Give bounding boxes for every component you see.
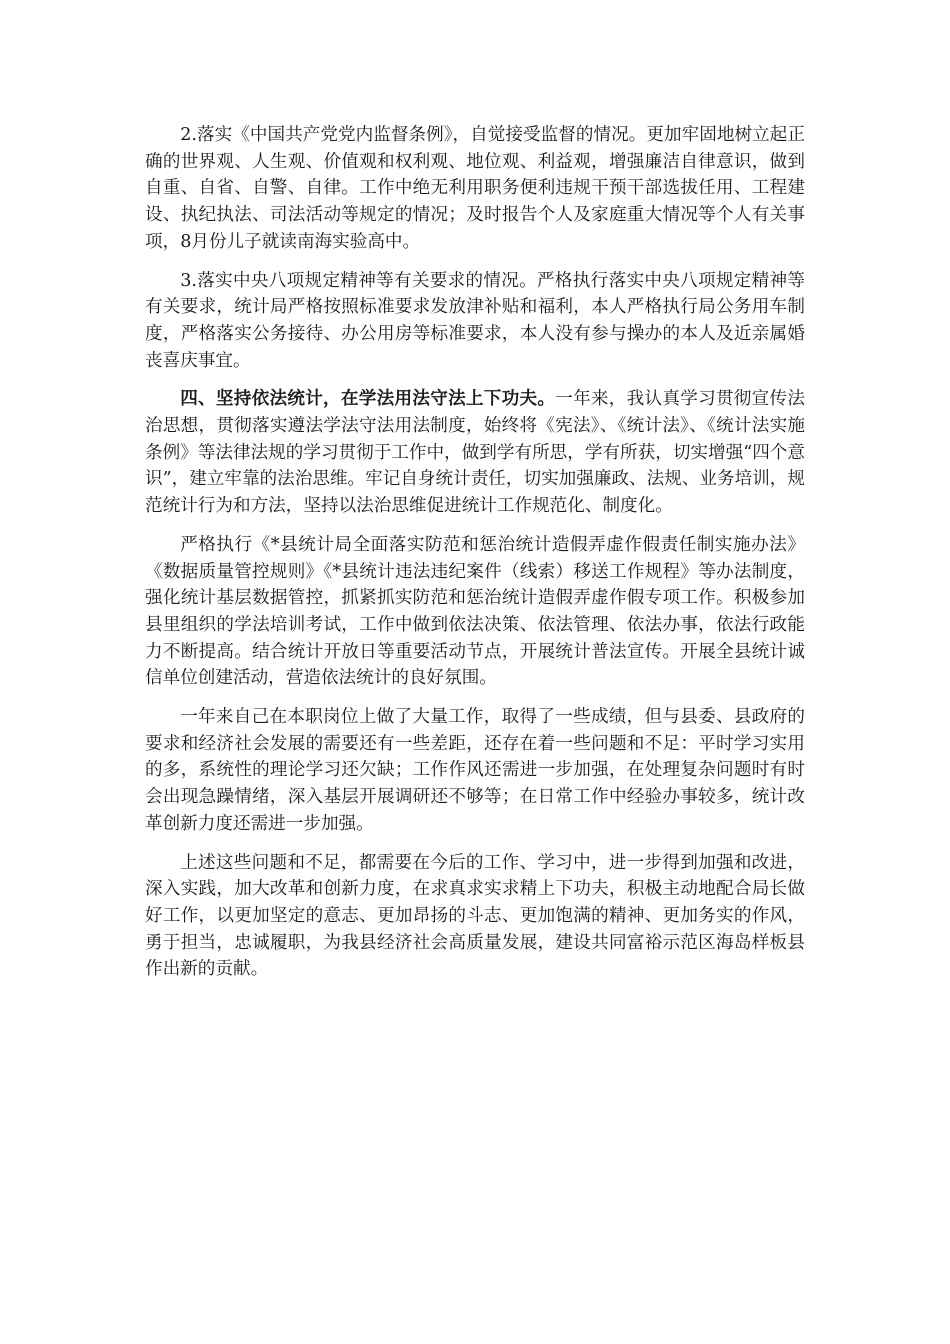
- paragraph-text: 上述这些问题和不足，都需要在今后的工作、学习中，进一步得到加强和改进，深入实践，加大改革和创新力度，在求真求实求精上下功夫，积极主动地配合局长做好工作，以更加坚定的意志、更加昂扬的斗志、更加饱满的精神、更加务实的作风，勇于担当，忠诚履职，为我县经济社会高质量发展，建设共同富裕示范区海岛样板县作出新的贡献。: [145, 852, 805, 980]
- paragraph-text: 3.落实中央八项规定精神等有关要求的情况。严格执行落实中央八项规定精神等有关要求，统计局严格按照标准要求发放津补贴和福利，本人严格执行局公务用车制度，严格落实公务接待、办公用房等标准要求，本人没有参与操办的本人及近亲属婚丧喜庆事宜。: [145, 270, 805, 371]
- paragraph-shortcomings: [145, 704, 805, 838]
- paragraph-rule-of-law: [145, 386, 805, 520]
- paragraph-eight-rules: [145, 268, 805, 375]
- paragraph-improvement: [145, 850, 805, 984]
- paragraph-text: 一年来，我认真学习贯彻宣传法治思想，贯彻落实遵法学法守法用法制度，始终将《宪法》、《统计法》、《统计法实施条例》等法律法规的学习贯彻于工作中，做到学有所思，学有所获，切实增强“四个意识”，建立牢靠的法治思维。牢记自身统计责任，切实加强廉政、法规、业务培训，规范统计行为和方法，坚持以法治思维促进统计工作规范化、制度化。: [145, 389, 805, 517]
- paragraph-supervision: [145, 122, 805, 256]
- document-body: [145, 122, 805, 995]
- paragraph-text: 严格执行《*县统计局全面落实防范和惩治统计造假弄虚作假责任制实施办法》《数据质量管控规则》《*县统计违法违纪案件（线索）移送工作规程》等办法制度，强化统计基层数据管控，抓紧抓实防范和惩治统计造假弄虚作假专项工作。积极参加县里组织的学法培训考试，工作中做到依法决策、依法管理、依法办事，依法行政能力不断提高。结合统计开放日等重要活动节点，开展统计普法宣传。开展全县统计诚信单位创建活动，营造依法统计的良好氛围。: [145, 534, 805, 689]
- paragraph-text: 2.落实《中国共产党党内监督条例》，自觉接受监督的情况。更加牢固地树立起正确的世界观、人生观、价值观和权利观、地位观、利益观，增强廉洁自律意识，做到自重、自省、自警、自律。工作中绝无利用职务便利违规干预干部选拔任用、工程建设、执纪执法、司法活动等规定的情况；及时报告个人及家庭重大情况等个人有关事项，8月份儿子就读南海实验高中。: [145, 125, 805, 252]
- section-heading: 四、坚持依法统计，在学法用法守法上下功夫。: [180, 388, 556, 410]
- paragraph-regulations: [145, 532, 805, 692]
- paragraph-text: 一年来自己在本职岗位上做了大量工作，取得了一些成绩，但与县委、县政府的要求和经济社会发展的需要还有一些差距，还存在着一些问题和不足：平时学习实用的多，系统性的理论学习还欠缺；工作作风还需进一步加强，在处理复杂问题时有时会出现急躁情绪，深入基层开展调研还不够等；在日常工作中经验办事较多，统计改革创新力度还需进一步加强。: [145, 707, 805, 834]
